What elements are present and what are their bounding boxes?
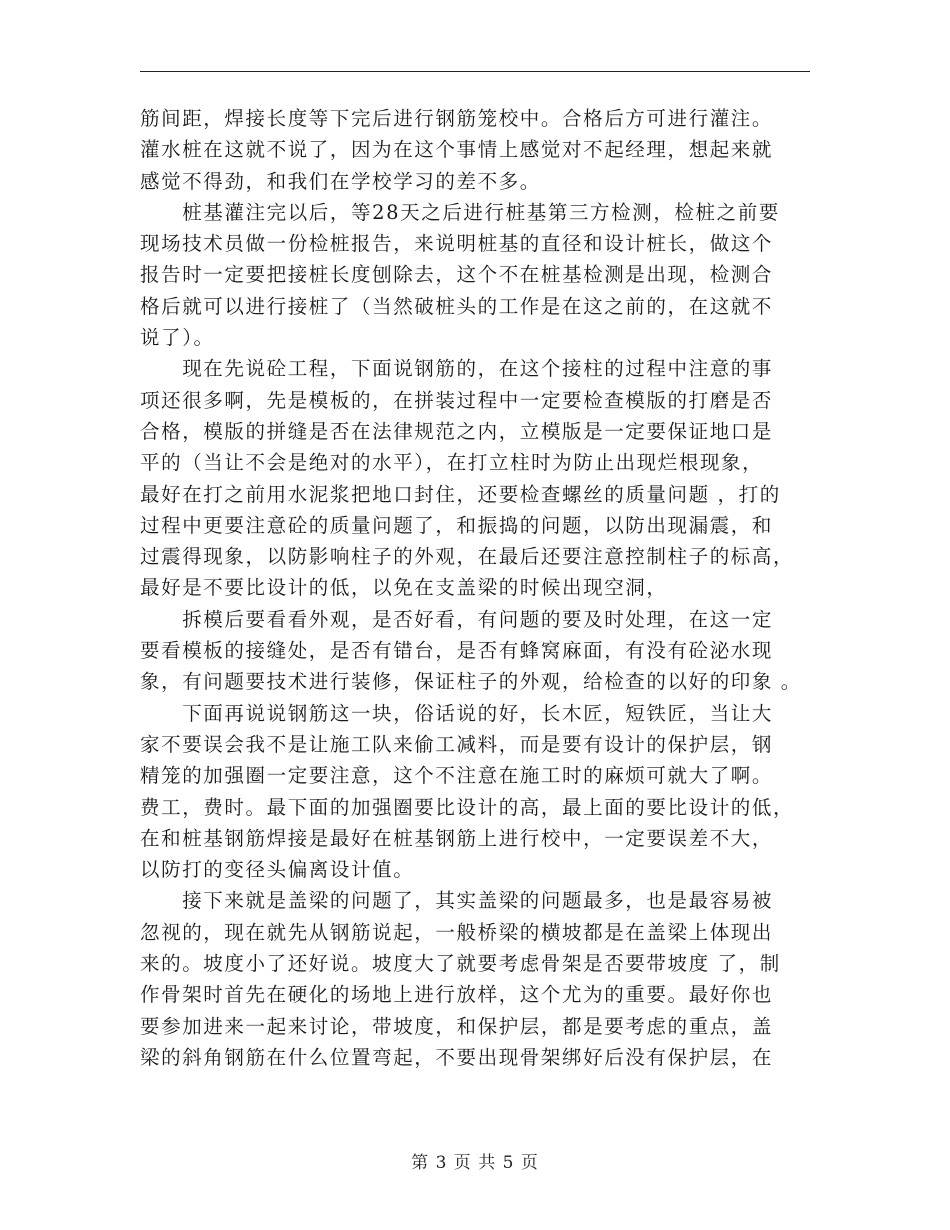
- text-line: 格后就可以进行接桩了（当然破桩头的工作是在这之前的，在这就不: [140, 294, 774, 318]
- text-line: 项还很多啊，先是模板的，在拼装过程中一定要检查模版的打磨是否: [140, 388, 774, 412]
- paragraph: [140, 103, 810, 197]
- text-line: 作骨架时首先在硬化的场地上进行放样，这个尤为的重要。最好你也: [140, 983, 774, 1007]
- text-line: 平的（当让不会是绝对的水平），在打立柱时为防止出现烂根现象，: [140, 451, 764, 475]
- text-line: 在和桩基钢筋焊接是最好在桩基钢筋上进行校中，一定要误差不大，: [140, 826, 774, 850]
- text-line: 来的。坡度小了还好说。坡度大了就要考虑骨架是否要带坡度 了，制: [140, 952, 781, 976]
- text-line: 象，有问题要技术进行装修，保证柱子的外观，给检查的以好的印象 。: [140, 670, 802, 694]
- text-line: 梁的斜角钢筋在什么位置弯起，不要出现骨架绑好后没有保护层，在: [140, 1045, 774, 1069]
- text-line: 下面再说说钢筋这一块，俗话说的好，长木匠，短铁匠，当让大: [140, 701, 774, 725]
- text-line: 报告时一定要把接桩长度刨除去，这个不在桩基检测是出现，检测合: [140, 263, 774, 287]
- text-line: 家不要误会我不是让施工队来偷工减料，而是要有设计的保护层，钢: [140, 732, 774, 756]
- text-line: 说了）。: [140, 326, 215, 350]
- text-line: 合格，模版的拼缝是否在法律规范之内，立模版是一定要保证地口是: [140, 419, 774, 443]
- text-line: 灌水桩在这就不说了，因为在这个事情上感觉对不起经理，想起来就: [140, 138, 774, 162]
- text-line: 以防打的变径头偏离设计值。: [140, 858, 415, 882]
- text-line: 现场技术员做一份检桩报告，来说明桩基的直径和设计桩长，做这个: [140, 232, 774, 256]
- text-line: 感觉不得劲，和我们在学校学习的差不多。: [140, 169, 541, 193]
- text-line: 桩基灌注完以后，等28天之后进行桩基第三方检测，检桩之前要: [140, 200, 780, 224]
- paragraph: [140, 885, 810, 1073]
- paragraph: [140, 698, 810, 886]
- text-line: 筋间距，焊接长度等下完后进行钢筋笼校中。合格后方可进行灌注。: [140, 107, 774, 130]
- text-line: 拆模后要看看外观，是否好看，有问题的要及时处理，在这一定: [140, 607, 774, 631]
- text-line: 最好是不要比设计的低，以免在支盖梁的时候出现空洞，: [140, 576, 668, 600]
- text-line: 费工，费时。最下面的加强圈要比设计的高，最上面的要比设计的低，: [140, 795, 795, 819]
- text-line: 要看模板的接缝处，是否有错台，是否有蜂窝麻面，有没有砼泌水现: [140, 639, 774, 663]
- header-rule: [140, 71, 810, 72]
- text-line: 过震得现象，以防影响柱子的外观，在最后还要注意控制柱子的标高，: [140, 545, 795, 569]
- text-line: 接下来就是盖梁的问题了，其实盖梁的问题最多，也是最容易被: [140, 889, 774, 913]
- document-body: [140, 103, 810, 1073]
- paragraph: [140, 604, 810, 698]
- paragraph: [140, 353, 810, 603]
- text-line: 精笼的加强圈一定要注意，这个不注意在施工时的麻烦可就大了啊。: [140, 764, 774, 788]
- text-line: 过程中更要注意砼的质量问题了，和振捣的问题，以防出现漏震，和: [140, 513, 774, 537]
- page-number: 第 3 页 共 5 页: [411, 1153, 539, 1173]
- text-line: 最好在打之前用水泥浆把地口封住，还要检查螺丝的质量问题 ，打的: [140, 482, 781, 506]
- text-line: 要参加进来一起来讨论，带坡度，和保护层，都是要考虑的重点，盖: [140, 1014, 774, 1038]
- text-line: 现在先说砼工程，下面说钢筋的，在这个接柱的过程中注意的事: [140, 357, 774, 381]
- paragraph: [140, 197, 810, 353]
- text-line: 忽视的，现在就先从钢筋说起，一般桥梁的横坡都是在盖梁上体现出: [140, 920, 774, 944]
